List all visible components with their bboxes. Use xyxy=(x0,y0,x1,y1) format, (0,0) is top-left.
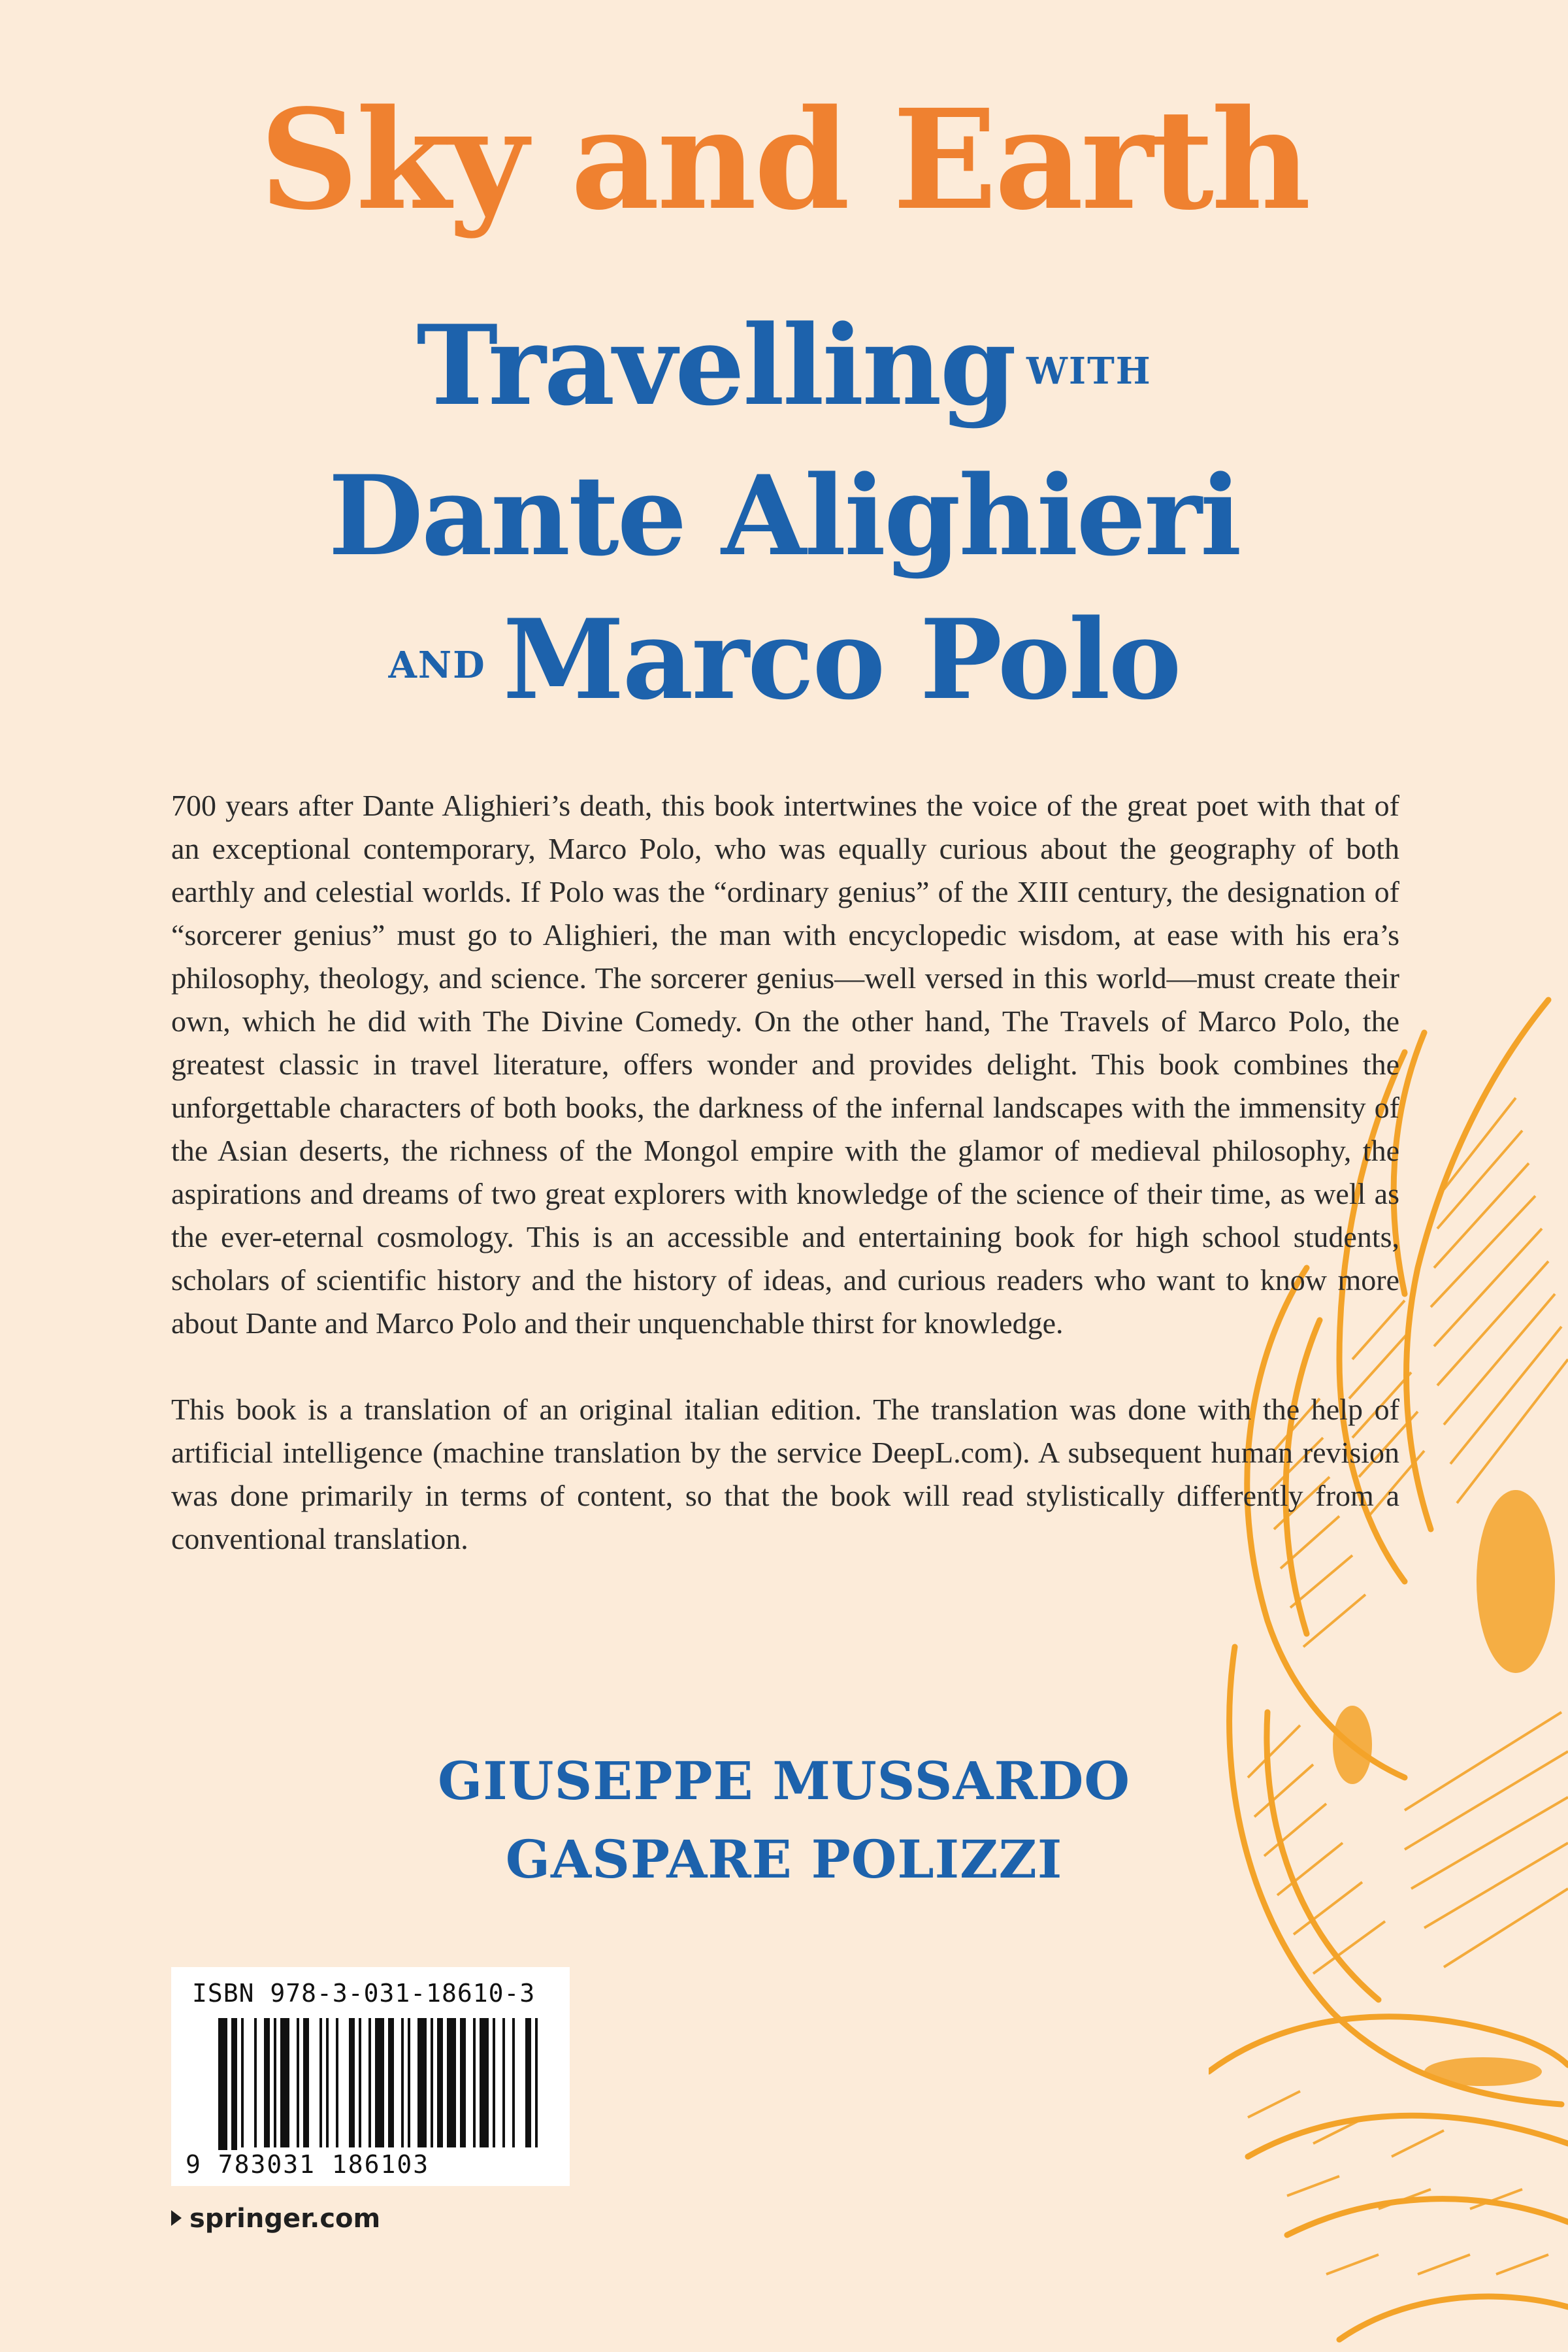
isbn-barcode xyxy=(171,1967,570,2186)
book-title: Sky and Earth xyxy=(259,79,1309,240)
isbn-number: ISBN 978-3-031-18610-3 xyxy=(192,1979,536,2008)
barcode-bar xyxy=(303,2018,309,2147)
barcode-bar xyxy=(375,2018,384,2147)
publisher-website-label: springer.com xyxy=(189,2204,381,2234)
barcode-bar xyxy=(502,2018,505,2147)
subtitle-line-2 xyxy=(0,451,1568,580)
barcode-bar xyxy=(460,2018,466,2147)
barcode-digits: 9 783031 186103 xyxy=(186,2150,430,2179)
barcode-bar xyxy=(336,2018,338,2147)
barcode-bar xyxy=(218,2018,227,2159)
barcode-bar xyxy=(264,2018,270,2147)
subtitle-line-1 xyxy=(0,301,1568,430)
publisher-website[interactable] xyxy=(171,2204,380,2234)
barcode-bar xyxy=(493,2018,495,2147)
subtitle-line-3 xyxy=(0,595,1568,724)
barcode-bar xyxy=(447,2018,456,2147)
barcode-bar xyxy=(525,2018,531,2147)
barcode-bar xyxy=(349,2018,355,2147)
subtitle-with: WITH xyxy=(1026,350,1152,393)
subtitle-dante-alighieri: Dante Alighieri xyxy=(328,451,1240,580)
barcode-bar xyxy=(326,2018,329,2147)
barcode-bar xyxy=(297,2018,299,2147)
book-description xyxy=(171,784,1399,1561)
barcode-bar xyxy=(388,2018,394,2147)
barcode-bar xyxy=(473,2018,476,2147)
barcode-bar xyxy=(241,2018,244,2147)
subtitle-and: AND xyxy=(388,644,486,687)
barcode-bar xyxy=(417,2018,427,2147)
author-2: GASPARE POLIZZI xyxy=(505,1829,1063,1890)
barcode-bar xyxy=(480,2018,489,2147)
barcode-bar xyxy=(437,2018,443,2147)
barcode-bar xyxy=(512,2018,515,2147)
barcode-bar xyxy=(359,2018,361,2147)
barcode-bar xyxy=(280,2018,289,2147)
barcode-bar xyxy=(254,2018,257,2147)
subtitle-marco-polo: Marco Polo xyxy=(502,595,1180,724)
barcode-bar xyxy=(368,2018,371,2147)
barcode-bar xyxy=(274,2018,276,2147)
description-paragraph-1: 700 years after Dante Alighieri’s death, this book intertwines the voice of the great poet with that of an exceptional contemporary, Marco Polo, who was equally curious about the geography of both earthly and celestial worlds. If Polo was the “ordinary genius” of the XIII century, the designation of “sorcerer genius” must go to Alighieri, the man with encyclopedic wisdom, at ease with his era’s philosophy, theology, and science. The sorcerer genius—well versed in this world—must create their own, which he did with The Divine Comedy. On the other hand, The Travels of Marco Polo, the greatest classic in travel literature, offers wonder and provides delight. This book combines the unforgettable characters of both books, the darkness of the infernal landscapes with the immensity of the Asian deserts, the richness of the Mongol empire with the glamor of medieval philosophy, the aspirations and dreams of two great explorers with knowledge of the science of their time, as well as the ever-eternal cosmology. This is an accessible and entertaining book for high school students, scholars of scientific history and the history of ideas, and curious readers who want to know more about Dante and Marco Polo and their unquenchable thirst for knowledge. xyxy=(171,789,1399,1340)
arrow-right-icon xyxy=(171,2210,182,2226)
barcode-bar xyxy=(231,2018,237,2159)
subtitle-travelling: Travelling xyxy=(416,301,1015,430)
barcode-bar xyxy=(431,2018,433,2147)
barcode-bar xyxy=(401,2018,404,2147)
description-paragraph-2: This book is a translation of an original italian edition. The translation was done with the help of artificial intelligence (machine translation by the service DeepL.com). A subsequent human revision was done primarily in terms of content, so that the book will read stylistically differently from a conventional translation. xyxy=(171,1393,1399,1555)
author-1: GIUSEPPE MUSSARDO xyxy=(437,1750,1131,1812)
authors xyxy=(0,1742,1568,1898)
barcode-bar xyxy=(535,2018,538,2147)
barcode-bar xyxy=(319,2018,322,2147)
barcode-bar xyxy=(408,2018,410,2147)
